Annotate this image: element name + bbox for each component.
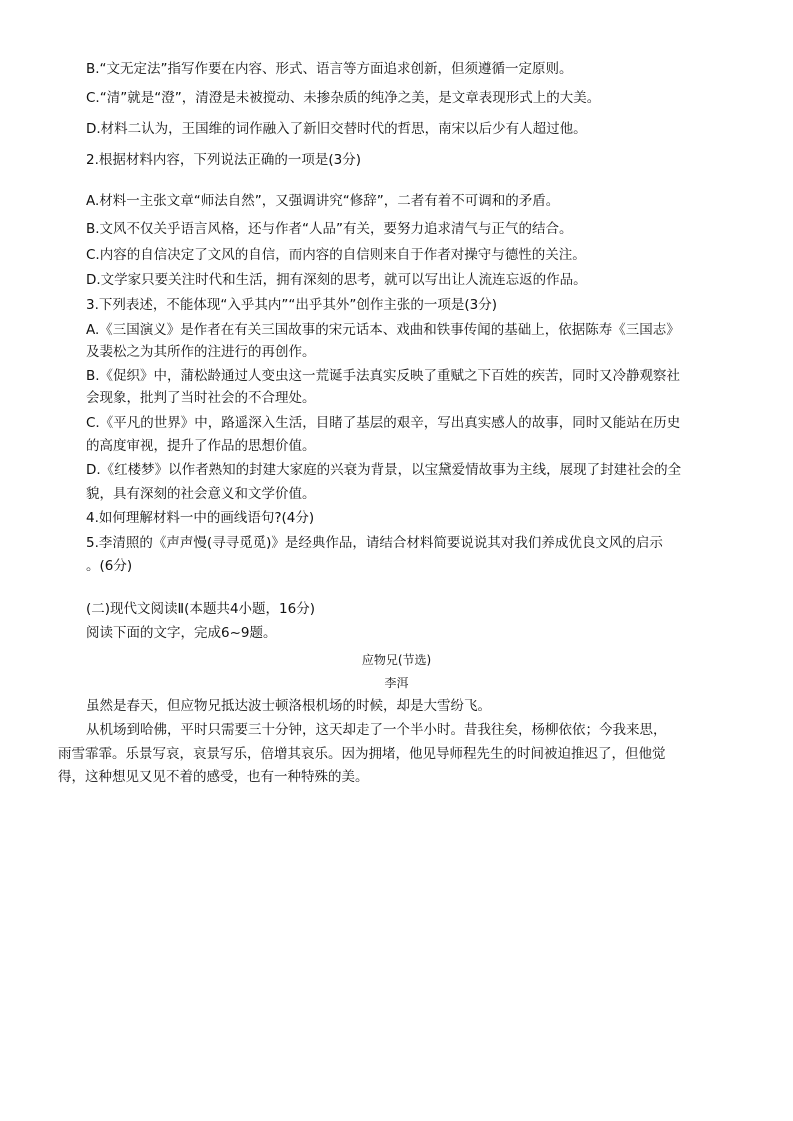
option-1c: C.“清”就是“澄”，清澄是未被搅动、未掺杂质的纯净之美，是文章表现形式上的大美。 bbox=[86, 90, 601, 106]
option-3b-line1: B.《促织》中，蒲松龄通过人变虫这一荒诞手法真实反映了重赋之下百姓的疾苦，同时又冷静观察社 bbox=[86, 368, 681, 384]
option-3d-line2: 貌，具有深刻的社会意义和文学价值。 bbox=[86, 486, 316, 502]
option-2d: D.文学家只要关注时代和生活，拥有深刻的思考，就可以写出让人流连忘返的作品。 bbox=[86, 272, 587, 288]
question-5-line2: 。(6分) bbox=[86, 558, 133, 574]
option-1b: B.“文无定法”指写作要在内容、形式、语言等方面追求创新，但须遵循一定原则。 bbox=[86, 61, 573, 77]
option-3a-line2: 及裴松之为其所作的注进行的再创作。 bbox=[86, 344, 316, 360]
option-3d-line1: D.《红楼梦》以作者熟知的封建大家庭的兴衰为背景，以宝黛爱情故事为主线，展现了封建社会的全 bbox=[86, 462, 682, 478]
section-heading: (二)现代文阅读Ⅱ(本题共4小题，16分) bbox=[86, 601, 315, 617]
option-3c-line1: C.《平凡的世界》中，路遥深入生活，目睹了基层的艰辛，写出真实感人的故事，同时又能站在历史 bbox=[86, 415, 681, 431]
option-3c-line2: 的高度审视，提升了作品的思想价值。 bbox=[86, 438, 316, 454]
question-2: 2.根据材料内容，下列说法正确的一项是(3分) bbox=[86, 152, 362, 168]
option-2c: C.内容的自信决定了文风的自信，而内容的自信则来自于作者对操守与德性的关注。 bbox=[86, 247, 586, 263]
article-paragraph-2-line2: 雨雪霏霏。乐景写哀，哀景写乐，倍增其哀乐。因为拥堵，他见导师程先生的时间被迫推迟了，但他觉 bbox=[58, 746, 666, 762]
option-1d: D.材料二认为，王国维的词作融入了新旧交替时代的哲思，南宋以后少有人超过他。 bbox=[86, 121, 587, 137]
article-paragraph-1: 虽然是春天，但应物兄抵达波士顿洛根机场的时候，却是大雪纷飞。 bbox=[86, 698, 491, 714]
option-2b: B.文风不仅关乎语言风格，还与作者“人品”有关，要努力追求清气与正气的结合。 bbox=[86, 221, 573, 237]
option-2a: A.材料一主张文章“师法自然”，又强调讲究“修辞”，二者有着不可调和的矛盾。 bbox=[86, 193, 560, 209]
option-3b-line2: 会现象，批判了当时社会的不合理处。 bbox=[86, 390, 316, 406]
option-3a-line1: A.《三国演义》是作者在有关三国故事的宋元话本、戏曲和铁事传闻的基础上，依据陈寿《三国志》 bbox=[86, 322, 680, 338]
article-paragraph-2-line3: 得，这种想见又见不着的感受，也有一种特殊的美。 bbox=[58, 769, 369, 785]
reading-instruction: 阅读下面的文字，完成6~9题。 bbox=[86, 625, 277, 641]
article-author: 李洱 bbox=[384, 676, 409, 690]
article-paragraph-2-line1: 从机场到哈佛，平时只需要三十分钟，这天却走了一个半小时。昔我往矣，杨柳依依；今我来思， bbox=[86, 722, 667, 738]
question-3: 3.下列表述，不能体现“入乎其内”“出乎其外”创作主张的一项是(3分) bbox=[86, 297, 497, 313]
article-title: 应物兄(节选) bbox=[361, 653, 432, 667]
question-4: 4.如何理解材料一中的画线语句?(4分) bbox=[86, 510, 315, 526]
question-5-line1: 5.李清照的《声声慢(寻寻觅觅)》是经典作品，请结合材料简要说说其对我们养成优良文风的启示 bbox=[86, 535, 663, 551]
